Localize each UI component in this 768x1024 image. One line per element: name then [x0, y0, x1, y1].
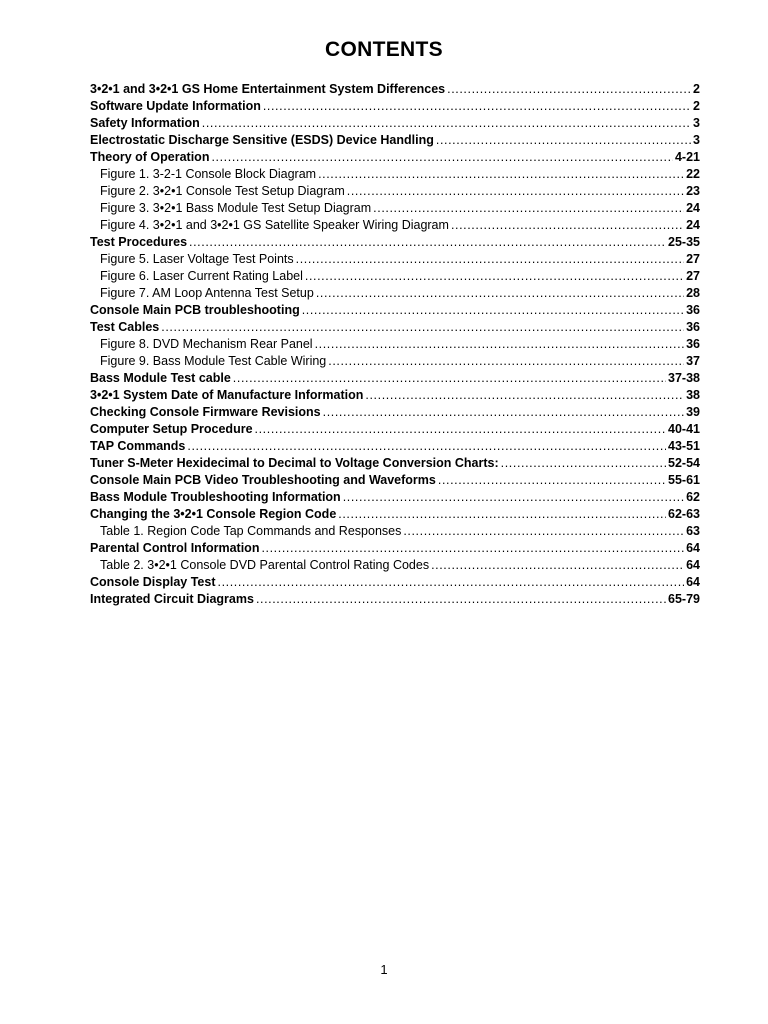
toc-entry[interactable]	[90, 81, 700, 98]
dot-leader	[256, 591, 666, 608]
dot-leader	[347, 183, 684, 200]
toc-entry-label: Table 2. 3•2•1 Console DVD Parental Control Rating Codes	[100, 558, 430, 572]
toc-entry-label: Console Display Test	[90, 575, 216, 589]
toc-entry[interactable]	[90, 370, 700, 387]
dot-leader	[338, 506, 666, 523]
dot-leader	[263, 98, 691, 115]
toc-entry-label: Figure 1. 3-2-1 Console Block Diagram	[100, 167, 317, 181]
toc-entry-label: Test Cables	[90, 320, 160, 334]
dot-leader	[296, 251, 684, 268]
toc-entry-page: 36	[686, 337, 700, 351]
toc-entry-label: Theory of Operation	[90, 150, 210, 164]
toc-entry-label: Figure 6. Laser Current Rating Label	[100, 269, 303, 283]
toc-subentry[interactable]	[90, 217, 700, 234]
toc-entry-label: Figure 7. AM Loop Antenna Test Setup	[100, 286, 314, 300]
dot-leader	[233, 370, 666, 387]
toc-entry-label: Tuner S-Meter Hexidecimal to Decimal to Voltage Conversion Charts:	[90, 456, 499, 470]
toc-entry-page: 23	[686, 184, 700, 198]
toc-entry-page: 3	[693, 116, 700, 130]
dot-leader	[373, 200, 684, 217]
toc-entry-page: 62	[686, 490, 700, 504]
table-of-contents	[90, 81, 700, 608]
dot-leader	[323, 404, 684, 421]
toc-entry-label: Figure 3. 3•2•1 Bass Module Test Setup Diagram	[100, 201, 372, 215]
dot-leader	[255, 421, 666, 438]
dot-leader	[161, 319, 684, 336]
dot-leader	[202, 115, 691, 132]
toc-subentry[interactable]	[90, 353, 700, 370]
toc-entry-label: Figure 9. Bass Module Test Cable Wiring	[100, 354, 327, 368]
toc-subentry[interactable]	[90, 285, 700, 302]
toc-entry-label: Bass Module Troubleshooting Information	[90, 490, 341, 504]
dot-leader	[328, 353, 684, 370]
toc-entry-label: Computer Setup Procedure	[90, 422, 253, 436]
toc-entry-page: 37	[686, 354, 700, 368]
dot-leader	[365, 387, 684, 404]
toc-entry-page: 55-61	[668, 473, 700, 487]
toc-entry[interactable]	[90, 438, 700, 455]
toc-entry-label: 3•2•1 and 3•2•1 GS Home Entertainment System Differences	[90, 82, 446, 96]
toc-entry-label: Figure 5. Laser Voltage Test Points	[100, 252, 294, 266]
toc-entry-page: 38	[686, 388, 700, 402]
toc-subentry[interactable]	[90, 268, 700, 285]
toc-entry[interactable]	[90, 421, 700, 438]
toc-entry-label: Figure 8. DVD Mechanism Rear Panel	[100, 337, 313, 351]
toc-entry[interactable]	[90, 489, 700, 506]
toc-entry-page: 36	[686, 320, 700, 334]
toc-entry-page: 62-63	[668, 507, 700, 521]
dot-leader	[211, 149, 673, 166]
dot-leader	[316, 285, 684, 302]
dot-leader	[305, 268, 684, 285]
toc-subentry[interactable]	[90, 166, 700, 183]
page-number: 1	[380, 962, 388, 977]
toc-entry-page: 2	[693, 82, 700, 96]
toc-entry-page: 39	[686, 405, 700, 419]
toc-entry-label: Checking Console Firmware Revisions	[90, 405, 321, 419]
toc-entry-label: Figure 2. 3•2•1 Console Test Setup Diagram	[100, 184, 345, 198]
dot-leader	[447, 81, 691, 98]
dot-leader	[187, 438, 666, 455]
toc-entry[interactable]	[90, 115, 700, 132]
dot-leader	[318, 166, 684, 183]
toc-entry[interactable]	[90, 540, 700, 557]
toc-entry-page: 64	[686, 541, 700, 555]
toc-entry[interactable]	[90, 387, 700, 404]
toc-subentry[interactable]	[90, 336, 700, 353]
toc-entry-label: Integrated Circuit Diagrams	[90, 592, 254, 606]
toc-entry-page: 28	[686, 286, 700, 300]
toc-entry-page: 4-21	[674, 150, 700, 164]
toc-subentry[interactable]	[90, 183, 700, 200]
toc-entry[interactable]	[90, 472, 700, 489]
toc-entry[interactable]	[90, 234, 700, 251]
toc-entry-page: 37-38	[668, 371, 700, 385]
toc-entry-page: 25-35	[668, 235, 700, 249]
dot-leader	[343, 489, 684, 506]
dot-leader	[436, 132, 691, 149]
toc-entry[interactable]	[90, 98, 700, 115]
toc-entry-page: 64	[686, 575, 700, 589]
toc-entry-label: Software Update Information	[90, 99, 261, 113]
toc-entry[interactable]	[90, 132, 700, 149]
toc-entry-label: Test Procedures	[90, 235, 188, 249]
toc-entry-page: 27	[686, 252, 700, 266]
toc-subentry[interactable]	[90, 523, 700, 540]
toc-entry-label: Changing the 3•2•1 Console Region Code	[90, 507, 337, 521]
toc-entry-page: 40-41	[668, 422, 700, 436]
page-title: CONTENTS	[325, 38, 443, 61]
toc-entry-page: 52-54	[668, 456, 700, 470]
toc-entry-label: Console Main PCB Video Troubleshooting and Waveforms	[90, 473, 436, 487]
toc-entry-page: 2	[693, 99, 700, 113]
toc-entry-page: 36	[686, 303, 700, 317]
toc-entry-page: 22	[686, 167, 700, 181]
toc-entry[interactable]	[90, 506, 700, 523]
toc-entry-label: Safety Information	[90, 116, 200, 130]
dot-leader	[501, 455, 666, 472]
dot-leader	[451, 217, 684, 234]
dot-leader	[261, 540, 684, 557]
toc-entry-label: 3•2•1 System Date of Manufacture Information	[90, 388, 364, 402]
toc-entry-page: 24	[686, 218, 700, 232]
toc-entry-label: Table 1. Region Code Tap Commands and Responses	[100, 524, 402, 538]
toc-entry-label: Figure 4. 3•2•1 and 3•2•1 GS Satellite Speaker Wiring Diagram	[100, 218, 449, 232]
toc-entry-label: Parental Control Information	[90, 541, 260, 555]
dot-leader	[315, 336, 685, 353]
toc-entry-page: 27	[686, 269, 700, 283]
dot-leader	[431, 557, 684, 574]
toc-subentry[interactable]	[90, 251, 700, 268]
toc-entry-label: Bass Module Test cable	[90, 371, 231, 385]
dot-leader	[302, 302, 684, 319]
toc-entry[interactable]	[90, 574, 700, 591]
dot-leader	[438, 472, 666, 489]
dot-leader	[218, 574, 685, 591]
toc-subentry[interactable]	[90, 557, 700, 574]
toc-entry-page: 64	[686, 558, 700, 572]
toc-entry-page: 3	[693, 133, 700, 147]
dot-leader	[403, 523, 684, 540]
toc-entry-page: 63	[686, 524, 700, 538]
toc-entry[interactable]	[90, 302, 700, 319]
toc-entry-label: TAP Commands	[90, 439, 186, 453]
toc-entry-page: 24	[686, 201, 700, 215]
toc-entry[interactable]	[90, 591, 700, 608]
dot-leader	[189, 234, 666, 251]
toc-entry-label: Console Main PCB troubleshooting	[90, 303, 300, 317]
toc-entry-page: 43-51	[668, 439, 700, 453]
toc-entry[interactable]	[90, 319, 700, 336]
toc-entry[interactable]	[90, 149, 700, 166]
toc-entry[interactable]	[90, 455, 700, 472]
toc-entry-label: Electrostatic Discharge Sensitive (ESDS) Device Handling	[90, 133, 434, 147]
toc-entry-page: 65-79	[668, 592, 700, 606]
toc-entry[interactable]	[90, 404, 700, 421]
toc-subentry[interactable]	[90, 200, 700, 217]
